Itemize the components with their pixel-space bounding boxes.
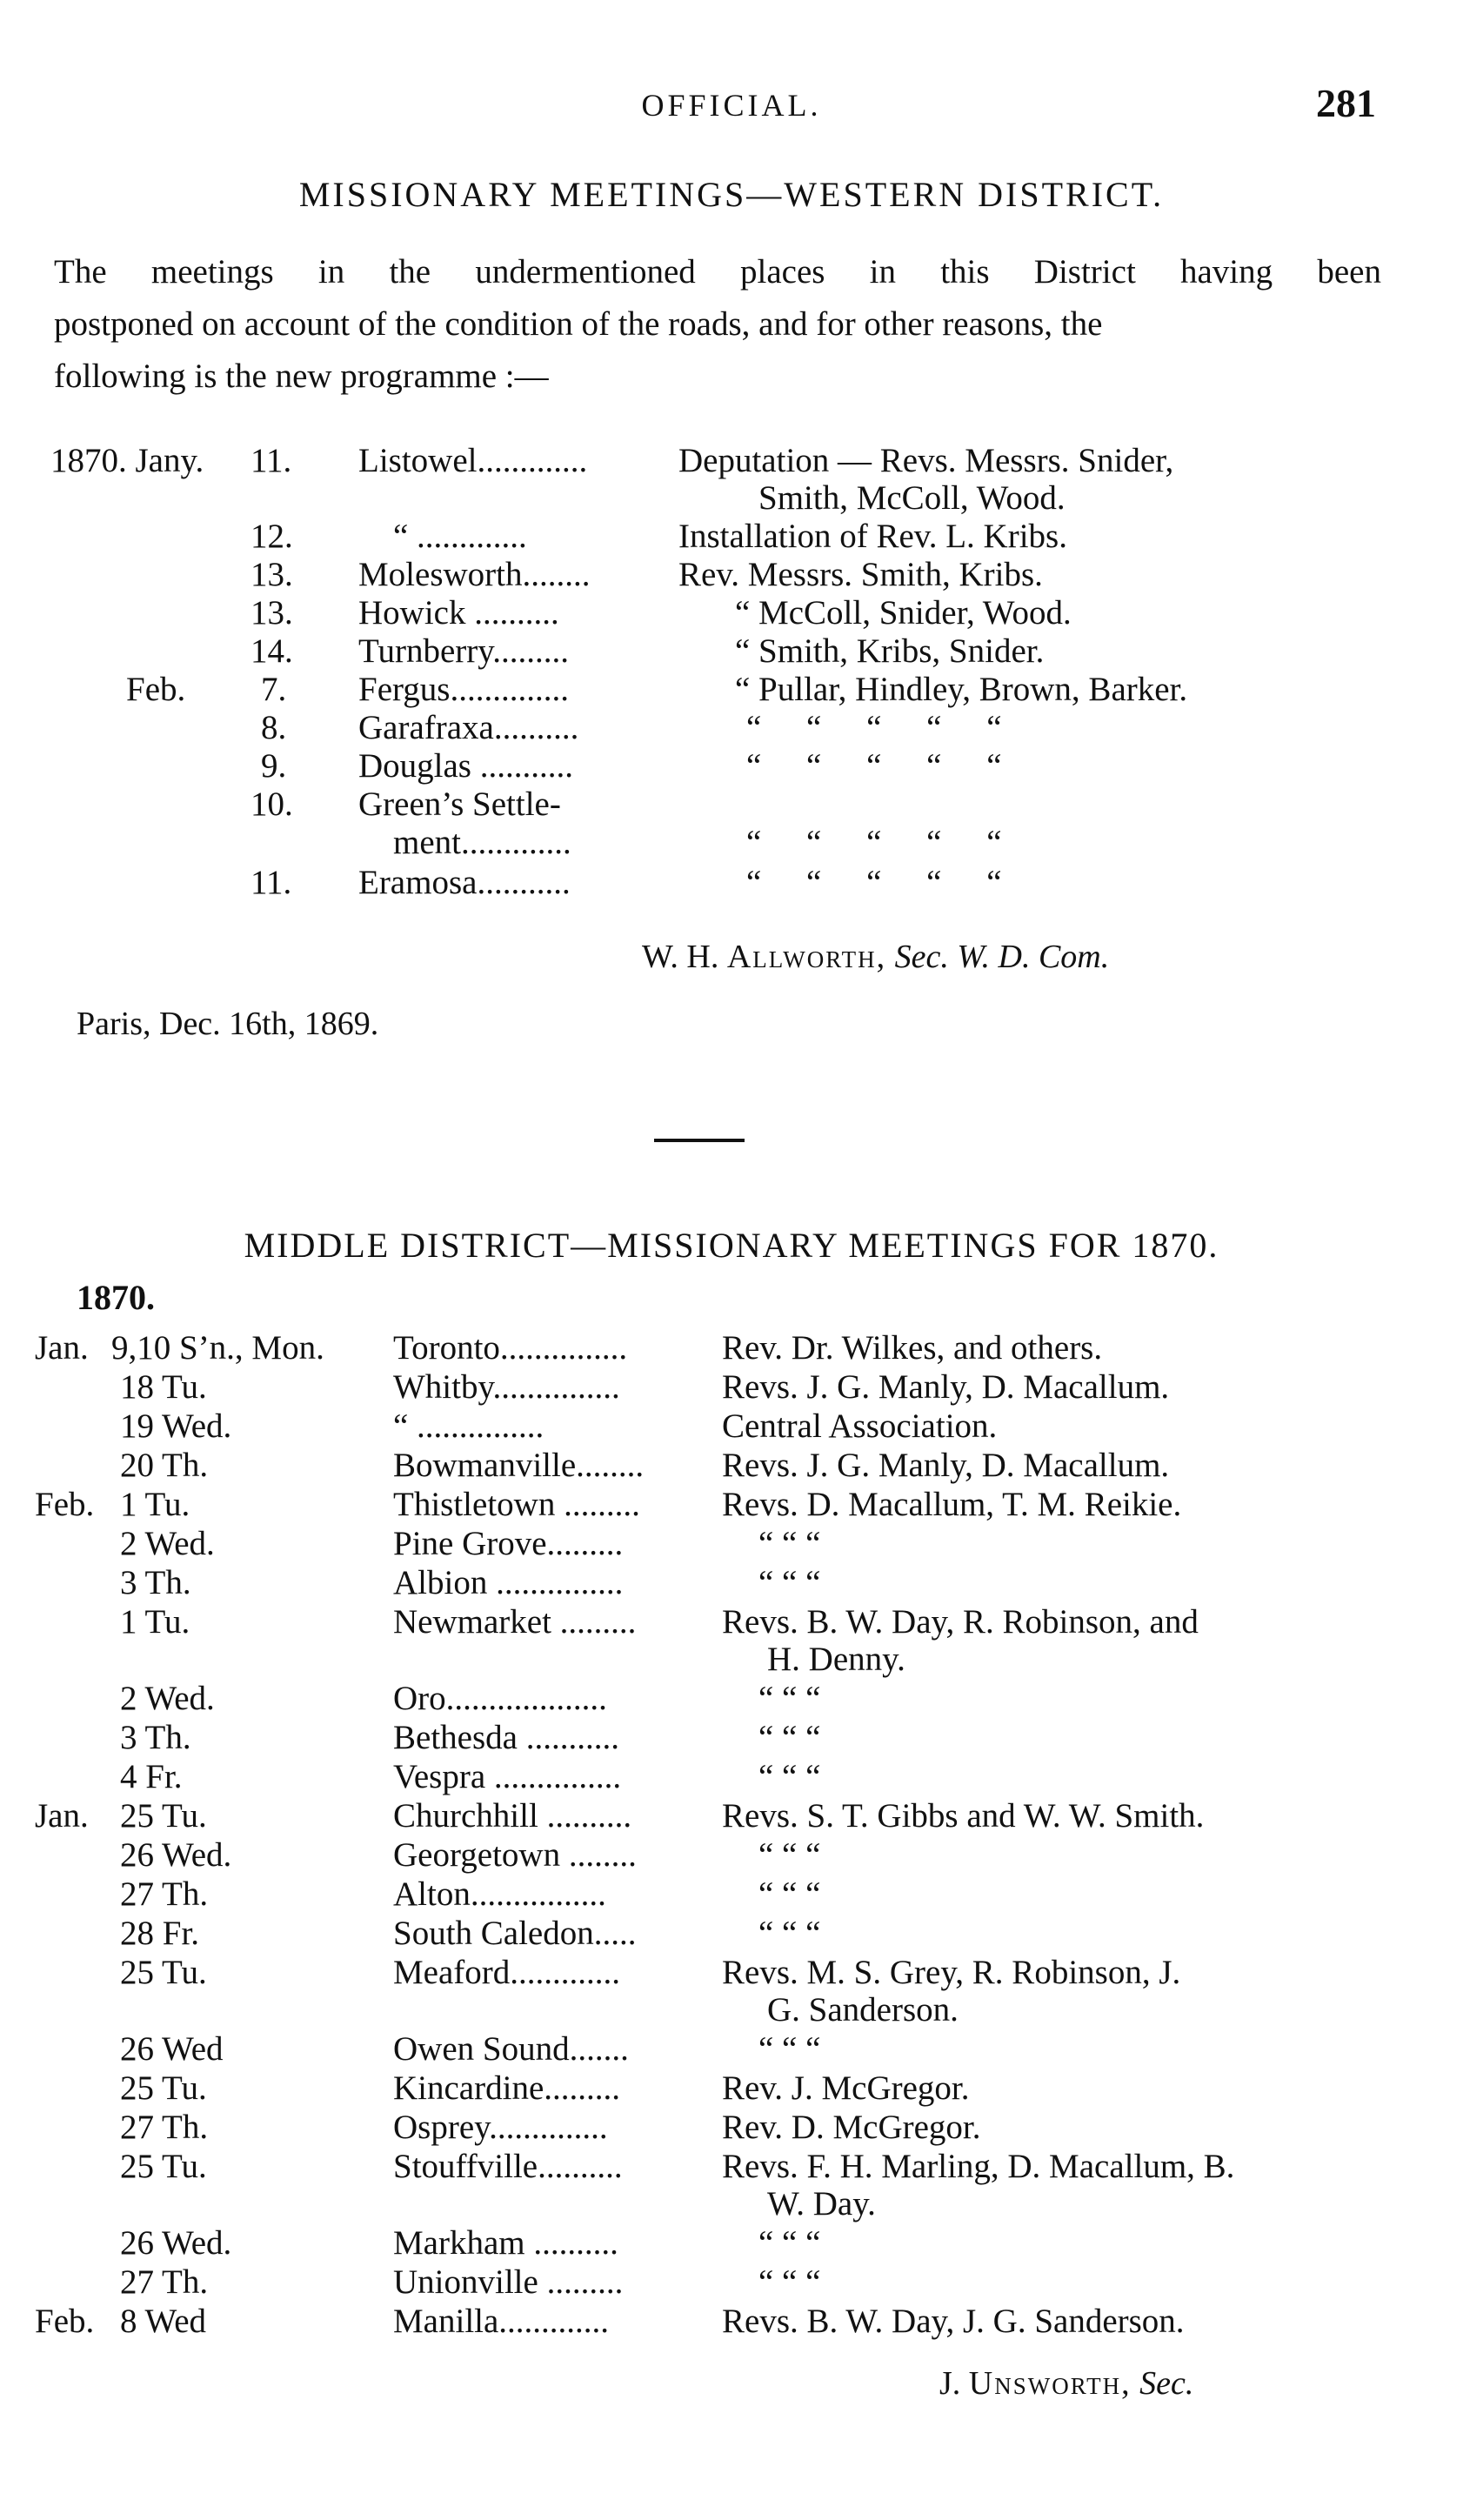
western-row: [0, 785, 1463, 825]
western-speakers: Deputation — Revs. Messrs. Snider,: [678, 442, 1174, 479]
running-head: [0, 80, 1463, 132]
signature-name: Unsworth,: [968, 2365, 1132, 2402]
middle-row: [0, 1796, 1463, 1835]
western-place: Green’s Settle-: [358, 785, 561, 823]
middle-date: 27 Th.: [120, 1875, 209, 1913]
middle-place: Georgetown ........: [393, 1836, 637, 1874]
middle-place: “ ...............: [393, 1407, 544, 1445]
middle-row: [0, 1485, 1463, 1524]
middle-speakers: Rev. D. McGregor.: [722, 2109, 981, 2146]
western-day: 13.: [251, 556, 293, 593]
middle-row: [0, 2302, 1463, 2341]
western-day: 7.: [261, 671, 287, 708]
middle-row: [0, 1718, 1463, 1757]
middle-place: Churchhill ..........: [393, 1797, 632, 1835]
middle-place: Stouffville..........: [393, 2148, 623, 2185]
middle-row: [0, 1953, 1463, 1992]
western-place: Fergus..............: [358, 671, 569, 708]
middle-place: Bethesda ...........: [393, 1719, 619, 1756]
western-day: 12.: [251, 518, 293, 555]
western-speakers: “ Smith, Kribs, Snider.: [735, 632, 1045, 670]
middle-place: Owen Sound.......: [393, 2030, 629, 2068]
middle-speakers: Revs. B. W. Day, J. G. Sanderson.: [722, 2303, 1185, 2340]
middle-place: South Caledon.....: [393, 1915, 637, 1952]
middle-row: [0, 1446, 1463, 1485]
middle-place: Newmarket .........: [393, 1603, 637, 1641]
middle-date: 1 Tu.: [120, 1486, 190, 1523]
middle-speakers: “ “ “: [758, 1758, 821, 1795]
western-row: [0, 863, 1463, 903]
middle-date: 25 Tu.: [120, 2148, 207, 2185]
middle-month: Feb.: [35, 2303, 95, 2340]
western-district-title: MISSIONARY MEETINGS—WESTERN DISTRICT.: [298, 175, 1165, 214]
middle-speakers: “ “ “: [758, 2224, 821, 2262]
middle-speakers: “ “ “: [758, 2263, 821, 2301]
middle-month: Jan.: [35, 1329, 89, 1367]
western-row: [0, 670, 1463, 710]
western-row: [0, 517, 1463, 557]
middle-date: 18 Tu.: [120, 1368, 207, 1406]
running-title: OFFICIAL.: [641, 88, 822, 123]
middle-date: 27 Th.: [120, 2109, 209, 2146]
middle-speakers: Rev. J. McGregor.: [722, 2069, 970, 2107]
middle-speakers: “ “ “: [758, 1525, 821, 1562]
western-signature: [642, 938, 1109, 976]
western-speakers: Installation of Rev. L. Kribs.: [678, 518, 1067, 555]
middle-speakers: “ “ “: [758, 1680, 821, 1717]
middle-speakers-continued: W. Day.: [767, 2185, 876, 2223]
middle-place: Thistletown .........: [393, 1486, 640, 1523]
middle-row: [0, 2147, 1463, 2186]
middle-year: 1870.: [77, 1278, 155, 1317]
middle-date: 26 Wed.: [120, 1836, 232, 1874]
middle-speakers: Revs. J. G. Manly, D. Macallum.: [722, 1368, 1170, 1406]
western-day: 10.: [251, 785, 293, 823]
middle-month: Jan.: [35, 1797, 89, 1835]
middle-row: [0, 1679, 1463, 1718]
western-day: 9.: [261, 747, 287, 785]
western-day: 11.: [251, 864, 292, 901]
western-speakers: Rev. Messrs. Smith, Kribs.: [678, 556, 1043, 593]
western-place: Douglas ...........: [358, 747, 573, 785]
section-divider: [654, 1139, 745, 1142]
western-speakers: “ McColl, Snider, Wood.: [735, 594, 1072, 632]
middle-place: Markham ..........: [393, 2224, 618, 2262]
western-intro-paragraph: [54, 246, 1381, 403]
middle-row: [0, 2223, 1463, 2263]
middle-date: 25 Tu.: [120, 2069, 207, 2107]
middle-speakers: Revs. D. Macallum, T. M. Reikie.: [722, 1486, 1182, 1523]
middle-date: 3 Th.: [120, 1564, 191, 1601]
middle-speakers: Revs. B. W. Day, R. Robinson, and: [722, 1603, 1199, 1641]
western-place: Listowel.............: [358, 442, 588, 479]
middle-speakers: “ “ “: [758, 1875, 821, 1913]
middle-place: Bowmanville........: [393, 1447, 645, 1484]
western-place: Howick ..........: [358, 594, 559, 632]
middle-speakers: Revs. M. S. Grey, R. Robinson, J.: [722, 1954, 1181, 1991]
middle-place: Meaford.............: [393, 1954, 621, 1991]
middle-speakers: “ “ “: [758, 2030, 821, 2068]
middle-place: Oro...................: [393, 1680, 607, 1717]
middle-signature: [939, 2364, 1193, 2403]
western-speakers-continued: Smith, McColl, Wood.: [758, 479, 1066, 517]
middle-date: 20 Th.: [120, 1447, 209, 1484]
middle-date: 8 Wed: [120, 2303, 207, 2340]
middle-row: [0, 2069, 1463, 2108]
signature-name: Allworth,: [726, 939, 887, 975]
page-number: 281: [1316, 81, 1376, 125]
signature-role: Sec.: [1139, 2365, 1194, 2402]
western-place: Molesworth........: [358, 556, 591, 593]
signature-role: Sec. W. D. Com.: [894, 939, 1110, 975]
western-row: [0, 632, 1463, 672]
western-day: 13.: [251, 594, 293, 632]
western-row: [0, 593, 1463, 633]
middle-month: Feb.: [35, 1486, 95, 1523]
middle-speakers: Central Association.: [722, 1407, 998, 1445]
middle-row: [0, 1602, 1463, 1641]
western-month: 1870. Jany.: [50, 442, 204, 479]
middle-speakers-continued: H. Denny.: [767, 1641, 905, 1678]
middle-place: Whitby...............: [393, 1368, 620, 1406]
middle-speakers: “ “ “: [758, 1564, 821, 1601]
middle-speakers: Revs. J. G. Manly, D. Macallum.: [722, 1447, 1170, 1484]
middle-date: 2 Wed.: [120, 1680, 215, 1717]
western-speakers: “ Pullar, Hindley, Brown, Barker.: [735, 671, 1188, 708]
middle-date: 19 Wed.: [120, 1407, 232, 1445]
middle-speakers: “ “ “: [758, 1836, 821, 1874]
middle-speakers: Rev. Dr. Wilkes, and others.: [722, 1329, 1103, 1367]
western-dateline: Paris, Dec. 16th, 1869.: [77, 1006, 379, 1042]
middle-row: [0, 1407, 1463, 1446]
middle-date: 26 Wed.: [120, 2224, 232, 2262]
western-month: Feb.: [126, 671, 186, 708]
middle-row: [0, 1524, 1463, 1563]
western-speakers: “ “ “ “ “: [746, 824, 1002, 861]
western-row: [0, 555, 1463, 595]
middle-place: Kincardine.........: [393, 2069, 621, 2107]
middle-district-title: MIDDLE DISTRICT—MISSIONARY MEETINGS FOR 1870.: [244, 1226, 1219, 1265]
middle-place: Vespra ...............: [393, 1758, 622, 1795]
middle-date: 1 Tu.: [120, 1603, 190, 1641]
signature-initial: J.: [939, 2365, 961, 2402]
western-speakers: “ “ “ “ “: [746, 864, 1002, 901]
middle-place: Alton................: [393, 1875, 606, 1913]
western-day: 11.: [251, 442, 292, 479]
middle-date: 27 Th.: [120, 2263, 209, 2301]
middle-place: Unionville .........: [393, 2263, 624, 2301]
middle-row: [0, 1367, 1463, 1407]
western-row: [0, 823, 1463, 863]
intro-line: The meetings in the undermentioned places in this District having been: [54, 253, 1381, 291]
middle-speakers: “ “ “: [758, 1915, 821, 1952]
middle-row: [0, 1914, 1463, 1953]
middle-place: Pine Grove.........: [393, 1525, 624, 1562]
western-place: ment.............: [393, 824, 571, 861]
middle-date: 4 Fr.: [120, 1758, 183, 1795]
signature-initials: W. H.: [642, 939, 719, 975]
western-place: Turnberry.........: [358, 632, 569, 670]
western-speakers: “ “ “ “ “: [746, 709, 1002, 746]
western-place: Garafraxa..........: [358, 709, 579, 746]
middle-row: [0, 1835, 1463, 1875]
middle-row: [0, 1328, 1463, 1367]
middle-speakers: Revs. F. H. Marling, D. Macallum, B.: [722, 2148, 1235, 2185]
middle-date: 3 Th.: [120, 1719, 191, 1756]
western-speakers: “ “ “ “ “: [746, 747, 1002, 785]
middle-row: [0, 1563, 1463, 1602]
western-row: [0, 746, 1463, 786]
middle-speakers: Revs. S. T. Gibbs and W. W. Smith.: [722, 1797, 1205, 1835]
western-place: Eramosa...........: [358, 864, 571, 901]
middle-date: 9,10 S’n., Mon.: [111, 1329, 324, 1367]
intro-line: postponed on account of the condition of the roads, and for other reasons, the: [54, 305, 1103, 343]
middle-date: 2 Wed.: [120, 1525, 215, 1562]
western-day: 14.: [251, 632, 293, 670]
middle-place: Albion ...............: [393, 1564, 624, 1601]
intro-line: following is the new programme :—: [54, 358, 549, 395]
middle-speakers: “ “ “: [758, 1719, 821, 1756]
middle-speakers-continued: G. Sanderson.: [767, 1991, 959, 2029]
middle-date: 25 Tu.: [120, 1954, 207, 1991]
middle-date: 25 Tu.: [120, 1797, 207, 1835]
western-day: 8.: [261, 709, 287, 746]
middle-row: [0, 2108, 1463, 2147]
middle-date: 26 Wed: [120, 2030, 224, 2068]
western-row: [0, 441, 1463, 481]
middle-place: Toronto...............: [393, 1329, 628, 1367]
middle-date: 28 Fr.: [120, 1915, 200, 1952]
middle-row: [0, 1875, 1463, 1914]
middle-place: Manilla.............: [393, 2303, 610, 2340]
middle-row: [0, 2029, 1463, 2069]
middle-row: [0, 2263, 1463, 2302]
western-row: [0, 708, 1463, 748]
middle-row: [0, 1757, 1463, 1796]
western-place: “ .............: [393, 518, 527, 555]
middle-place: Osprey..............: [393, 2109, 608, 2146]
